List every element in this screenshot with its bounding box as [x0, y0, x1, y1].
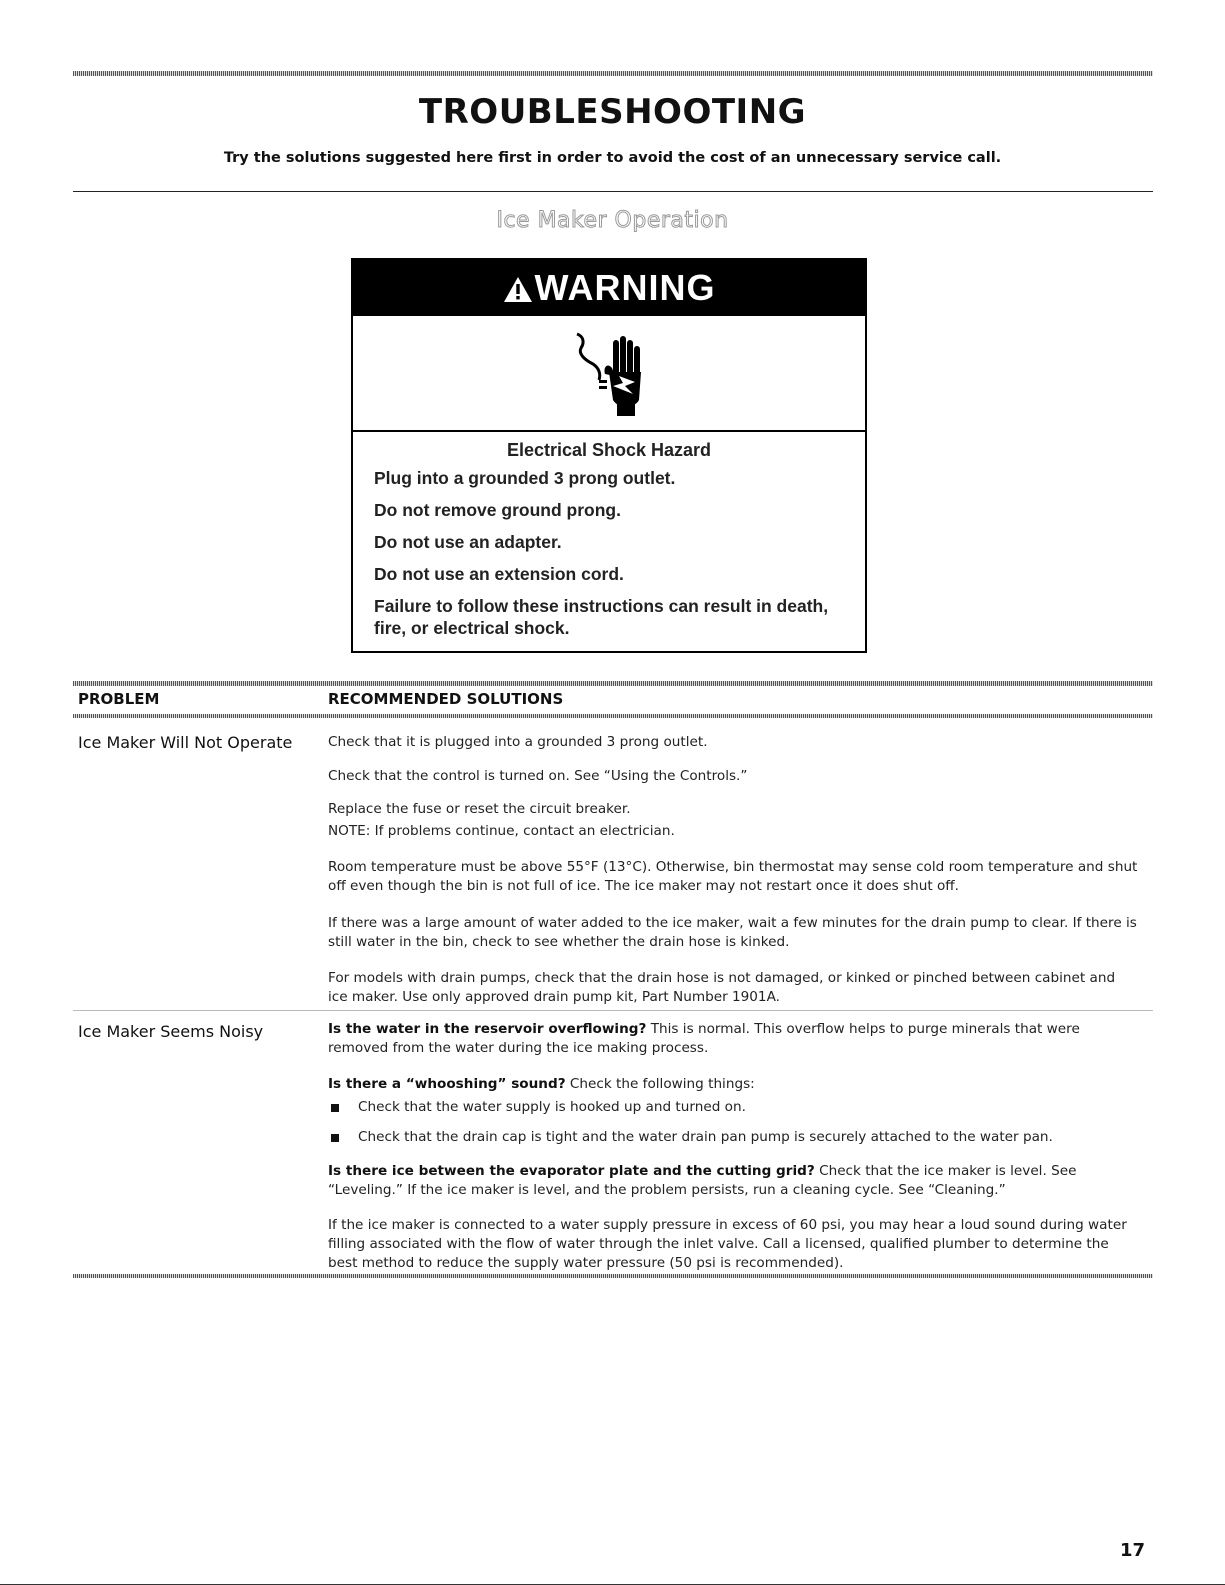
- page-subtitle: Try the solutions suggested here first in order to avoid the cost of an unnecessary service call.: [223, 150, 1002, 166]
- solution-text: If there was a large amount of water added to the ice maker, wait a few minutes for the drain pump to clear. If there is still water in the bin, check to see whether the drain hose is kinked.: [328, 915, 1137, 950]
- solution-text: [328, 1075, 1138, 1094]
- table-bottom-rule: [73, 1274, 1153, 1278]
- warning-icon-area: [353, 316, 865, 432]
- solution-question: Is there ice between the evaporator plate and the cutting grid?: [328, 1163, 815, 1179]
- solution-question: Is the water in the reservoir overflowing?: [328, 1021, 647, 1037]
- solution-answer: This is normal. This overflow helps to purge minerals that were removed from the water during the ice making process.: [328, 1021, 1080, 1056]
- solution-text: For models with drain pumps, check that the drain hose is not damaged, or kinked or pinched between cabinet and ice maker. Use only approved drain pump kit, Part Number 1901A.: [328, 970, 1116, 1005]
- solution-text: [328, 1020, 1138, 1058]
- bullet-icon: [331, 1104, 339, 1112]
- warning-line: Failure to follow these instructions can result in death,: [374, 596, 829, 616]
- warning-line: fire, or electrical shock.: [374, 618, 570, 638]
- table-top-rule: [73, 681, 1153, 686]
- row-divider: [73, 1010, 1153, 1011]
- hazard-title: Electrical Shock Hazard: [506, 440, 712, 460]
- problem-label: Ice Maker Will Not Operate: [78, 733, 293, 752]
- solution-question: Is there a “whooshing” sound?: [328, 1076, 566, 1092]
- warning-triangle-icon: [503, 263, 533, 319]
- solution-text: Replace the fuse or reset the circuit breaker.: [328, 801, 631, 817]
- bullet-text: Check that the drain cap is tight and the water drain pan pump is securely attached to the water pan.: [358, 1129, 1053, 1145]
- electrical-shock-hand-icon: [575, 330, 647, 420]
- solution-answer: Check that the ice maker is level. See “Leveling.” If the ice maker is level, and the problem persists, run a cleaning cycle. See “Cleaning.”: [328, 1163, 1077, 1198]
- solution-text: Check that it is plugged into a grounded 3 prong outlet.: [328, 734, 708, 750]
- warning-line: Do not remove ground prong.: [374, 500, 621, 520]
- page-title: TROUBLESHOOTING: [418, 92, 807, 132]
- solution-text: [328, 1162, 1138, 1200]
- problem-label: Ice Maker Seems Noisy: [78, 1022, 264, 1041]
- page-number: 17: [1119, 1540, 1145, 1561]
- warning-line: Plug into a grounded 3 prong outlet.: [374, 468, 676, 488]
- table-header-rule: [73, 714, 1153, 718]
- warning-line: Do not use an adapter.: [374, 532, 562, 552]
- header-divider: [73, 191, 1153, 192]
- warning-box: [351, 258, 867, 653]
- column-header-solutions: RECOMMENDED SOLUTIONS: [328, 690, 564, 708]
- solution-text: Room temperature must be above 55°F (13°C). Otherwise, bin thermostat may sense cold room temperature and shut off even though the bin is not full of ice. The ice maker may not restart once it does shut off.: [328, 859, 1138, 894]
- section-title: Ice Maker Operation: [496, 208, 729, 233]
- bullet-text: Check that the water supply is hooked up and turned on.: [358, 1099, 746, 1115]
- warning-header-text: WARNING: [534, 267, 716, 308]
- solution-note: NOTE: If problems continue, contact an electrician.: [328, 823, 675, 839]
- warning-header: [353, 260, 865, 316]
- bullet-icon: [331, 1134, 339, 1142]
- solution-text: If the ice maker is connected to a water supply pressure in excess of 60 psi, you may hear a loud sound during water filling associated with the flow of water through the inlet valve. Call a licensed, qualified plumber to determine the best method to reduce the supply water pressure (50 psi is recommended).: [328, 1217, 1127, 1271]
- top-rule: [73, 71, 1153, 76]
- warning-line: Do not use an extension cord.: [374, 564, 624, 584]
- column-header-problem: PROBLEM: [78, 690, 160, 708]
- solution-answer: Check the following things:: [565, 1076, 755, 1092]
- table-header: [78, 688, 1153, 712]
- solution-text: Check that the control is turned on. See “Using the Controls.”: [328, 768, 748, 784]
